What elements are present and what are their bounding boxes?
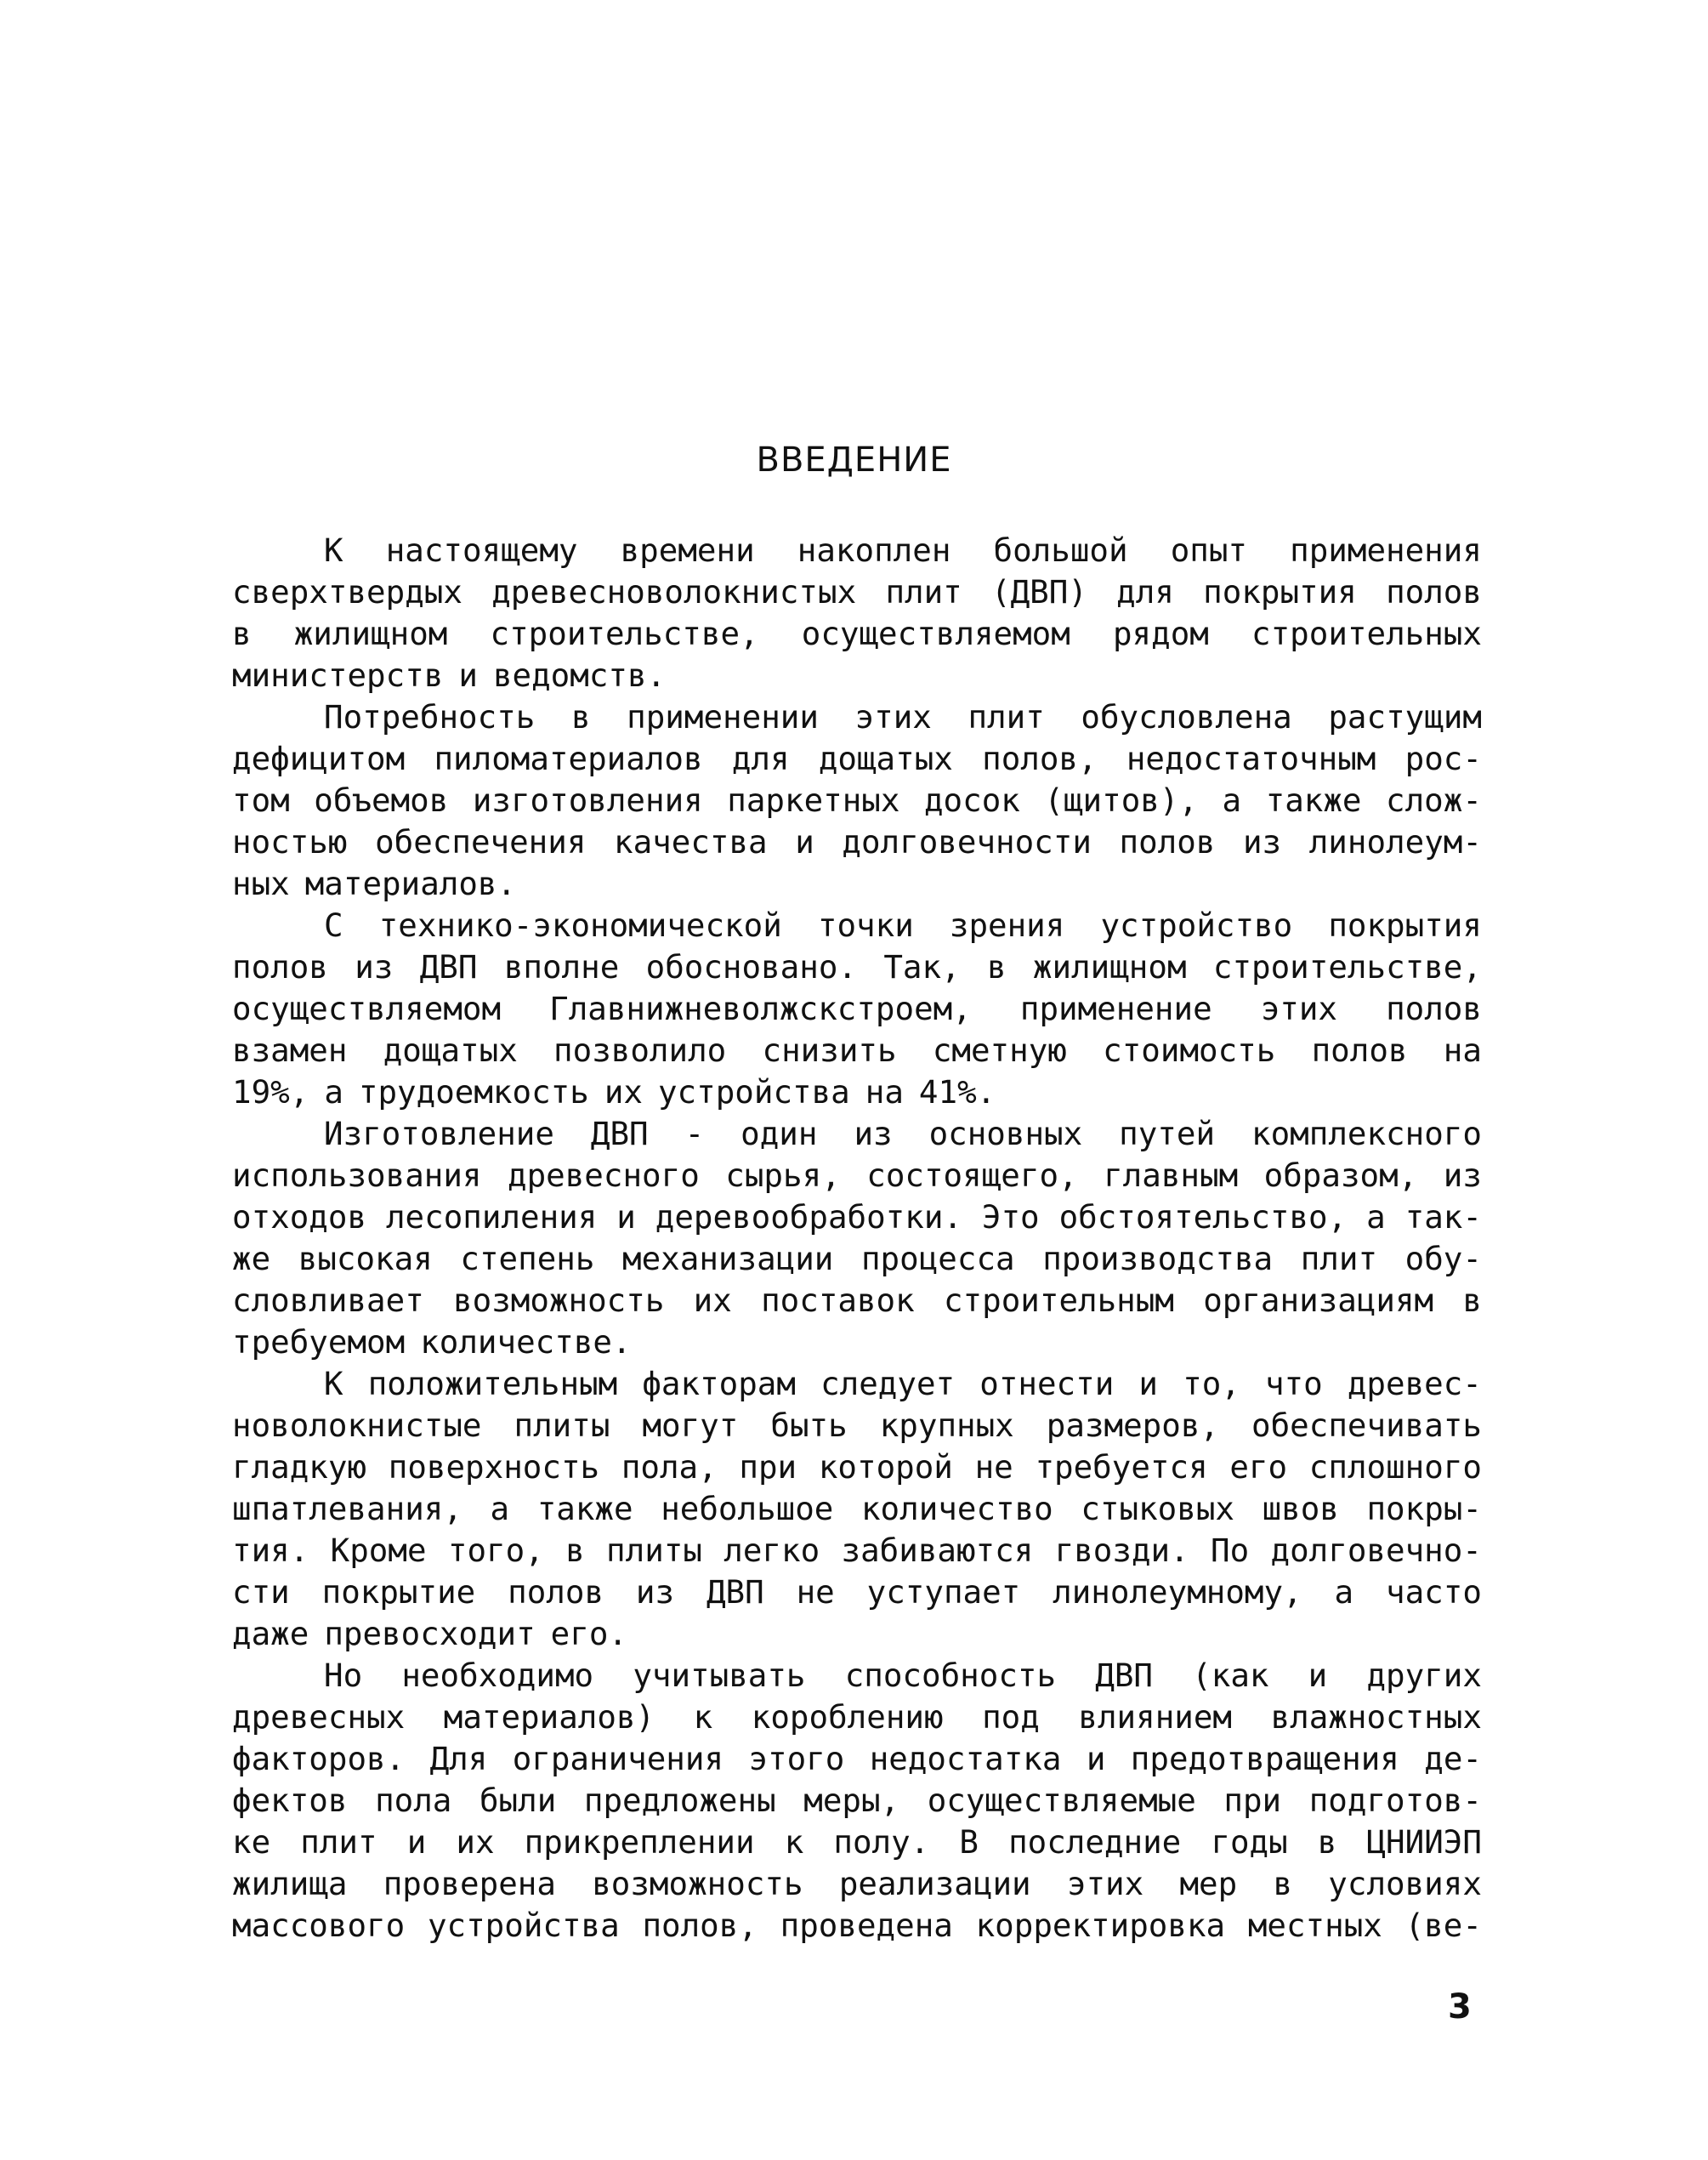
word: жилищном	[1032, 948, 1187, 986]
word: сплошного	[1308, 1448, 1482, 1486]
word: полов,	[982, 740, 1098, 777]
word: положительным	[367, 1365, 618, 1402]
text-line	[232, 1738, 1482, 1780]
word: древес-	[1347, 1365, 1482, 1402]
word: сырья,	[725, 1157, 841, 1194]
word: Так,	[883, 948, 961, 986]
word: отходов	[232, 1198, 367, 1236]
text-line	[232, 780, 1482, 821]
word: снизить	[762, 1032, 897, 1069]
word: паркетных	[727, 782, 900, 819]
word: производства	[1042, 1240, 1274, 1277]
text-line	[232, 1197, 1482, 1238]
word: плит	[885, 573, 962, 611]
word: С	[324, 907, 343, 944]
word: взамен	[232, 1032, 348, 1069]
word: Для	[429, 1740, 488, 1777]
word: ностью	[232, 823, 348, 861]
text-line	[232, 1488, 1482, 1530]
text-line	[232, 1363, 1482, 1405]
word: (как	[1192, 1657, 1269, 1694]
word: путей	[1119, 1115, 1216, 1152]
word: не	[974, 1448, 1013, 1486]
word: обеспечения	[375, 823, 587, 861]
word: использования	[232, 1157, 482, 1194]
word: а	[1222, 782, 1242, 819]
word: осуществляемые	[927, 1782, 1196, 1819]
word: а	[490, 1490, 510, 1527]
text-line	[232, 946, 1482, 988]
word: гвозди.	[1054, 1532, 1189, 1569]
word: при	[1223, 1782, 1282, 1819]
word: также	[536, 1490, 633, 1527]
word: его	[1229, 1448, 1288, 1486]
word: этих	[1260, 990, 1338, 1027]
word: полу.	[833, 1823, 930, 1861]
word: не	[796, 1573, 835, 1611]
word: этого	[748, 1740, 845, 1777]
body-text	[232, 530, 1482, 1947]
word: массового	[232, 1907, 406, 1944]
word: в	[232, 615, 252, 652]
word: долговечно-	[1270, 1532, 1482, 1569]
word: изготовления	[472, 782, 703, 819]
word: недостатка	[869, 1740, 1062, 1777]
word: линолеум-	[1308, 823, 1482, 861]
word: и	[458, 657, 478, 694]
word: предложены	[583, 1782, 776, 1819]
word: применения	[1290, 531, 1482, 569]
word: (ДВП)	[991, 573, 1087, 611]
word: накоплен	[797, 531, 951, 569]
word: времени	[620, 531, 755, 569]
word: древесных	[232, 1698, 406, 1736]
word: покры-	[1366, 1490, 1482, 1527]
word: и	[795, 823, 814, 861]
word: ведомств.	[492, 657, 667, 694]
text-line	[232, 863, 1482, 905]
word: плит	[967, 698, 1045, 736]
word: материалов)	[443, 1698, 655, 1736]
word: Изготовление	[324, 1115, 554, 1152]
word: их	[456, 1823, 495, 1861]
word: к	[693, 1698, 713, 1736]
word: обусловлена	[1081, 698, 1292, 736]
word: сметную	[932, 1032, 1067, 1069]
word: этих	[854, 698, 932, 736]
word: большой	[993, 531, 1128, 569]
word: учитывать	[633, 1657, 806, 1694]
word: и	[1308, 1657, 1328, 1694]
text-line	[232, 1280, 1482, 1322]
word: требуемом	[232, 1323, 406, 1361]
word: пиломатериалов	[434, 740, 703, 777]
word: линолеумному,	[1053, 1573, 1302, 1611]
text-line	[232, 1780, 1482, 1822]
word: устройство	[1100, 907, 1293, 944]
word: отнести	[979, 1365, 1115, 1402]
word: (ве-	[1404, 1907, 1482, 1944]
word: степень	[460, 1240, 595, 1277]
word: размеров,	[1046, 1407, 1219, 1444]
word: поставок	[761, 1282, 915, 1319]
word: министерств	[232, 657, 444, 694]
text-line	[232, 1655, 1482, 1697]
word: влиянием	[1078, 1698, 1233, 1736]
word: обстоятельство,	[1058, 1198, 1348, 1236]
word: состоящего,	[866, 1157, 1078, 1194]
word: пола	[375, 1782, 452, 1819]
word: высокая	[298, 1240, 433, 1277]
word: ДВП	[1095, 1657, 1153, 1694]
word: реализации	[838, 1865, 1031, 1902]
word: сверхтвердых	[232, 573, 462, 611]
text-line	[232, 1113, 1482, 1155]
word: и	[616, 1198, 636, 1236]
word: полов	[1119, 823, 1216, 861]
word: недостаточным	[1126, 740, 1376, 777]
word: К	[324, 1365, 343, 1402]
word: способность	[844, 1657, 1057, 1694]
word: ограничения	[512, 1740, 724, 1777]
word: обу-	[1404, 1240, 1482, 1277]
word: что	[1264, 1365, 1323, 1402]
word: ДВП	[419, 948, 478, 986]
word: ке	[232, 1823, 271, 1861]
word: слож-	[1386, 782, 1482, 819]
word: возможность	[592, 1865, 803, 1902]
word: для	[1116, 573, 1174, 611]
word: -	[684, 1115, 705, 1152]
word: качества	[614, 823, 768, 861]
word: технико-экономической	[378, 907, 782, 944]
word: швов	[1262, 1490, 1339, 1527]
word: Кроме	[330, 1532, 427, 1569]
word: жилища	[232, 1865, 348, 1902]
word: деревообработки.	[655, 1198, 962, 1236]
word: главным	[1104, 1157, 1239, 1194]
word: строительстве,	[1212, 948, 1482, 986]
word: к	[784, 1823, 804, 1861]
word: рядом	[1112, 615, 1209, 652]
word: зрения	[949, 907, 1065, 944]
word: небольшое	[661, 1490, 834, 1527]
word: годы	[1211, 1823, 1288, 1861]
text-line	[232, 1572, 1482, 1613]
word: для	[731, 740, 790, 777]
word: быть	[770, 1407, 848, 1444]
text-line	[232, 821, 1482, 863]
word: объемов	[314, 782, 449, 819]
word: механизации	[622, 1240, 834, 1277]
word: других	[1366, 1657, 1482, 1694]
word: короблению	[751, 1698, 944, 1736]
word: образом,	[1263, 1157, 1418, 1194]
word: строительным	[943, 1282, 1174, 1319]
text-line	[232, 1697, 1482, 1738]
word: комплексного	[1251, 1115, 1482, 1152]
word: Но	[324, 1657, 363, 1694]
word: факторов.	[232, 1740, 406, 1777]
word: при	[739, 1448, 797, 1486]
word: часто	[1386, 1573, 1482, 1611]
word: на	[865, 1073, 904, 1111]
word: пола,	[621, 1448, 718, 1486]
word: предотвращения	[1130, 1740, 1399, 1777]
word: сти	[232, 1573, 290, 1611]
word: применение	[1019, 990, 1212, 1027]
text-line	[232, 1071, 1482, 1113]
text-line	[232, 655, 1482, 696]
word: К	[324, 531, 343, 569]
word: применении	[627, 698, 819, 736]
word: настоящему	[385, 531, 578, 569]
word: покрытие	[321, 1573, 476, 1611]
word: древесного	[508, 1157, 700, 1194]
word: 41%.	[918, 1073, 996, 1111]
text-line	[232, 1322, 1482, 1363]
word: превосходит	[324, 1615, 536, 1652]
word: По	[1211, 1532, 1250, 1569]
word: меры,	[803, 1782, 900, 1819]
word: мер	[1179, 1865, 1238, 1902]
word: в	[570, 698, 591, 736]
word: процесса	[860, 1240, 1015, 1277]
word: долговечности	[842, 823, 1092, 861]
word: досок	[923, 782, 1020, 819]
word: и	[1086, 1740, 1106, 1777]
text-line	[232, 1405, 1482, 1447]
text-line	[232, 1155, 1482, 1197]
word: осуществляемом	[232, 990, 502, 1027]
word: из	[854, 1115, 893, 1152]
word: стоимость	[1103, 1032, 1276, 1069]
word: ных	[232, 865, 290, 902]
word: уступает	[866, 1573, 1021, 1611]
word: поверхность	[388, 1448, 600, 1486]
word: точки	[817, 907, 914, 944]
word: проверена	[383, 1865, 556, 1902]
word: растущим	[1328, 698, 1482, 736]
word: Это	[981, 1198, 1040, 1236]
word: следует	[820, 1365, 956, 1402]
word: количество	[860, 1490, 1053, 1527]
word: жилищном	[293, 615, 448, 652]
word: в	[1273, 1865, 1293, 1902]
text-line	[232, 1447, 1482, 1488]
word: и	[406, 1823, 427, 1861]
word: вполне	[503, 948, 620, 986]
word: гладкую	[232, 1448, 367, 1486]
word: организациям	[1203, 1282, 1434, 1319]
word: покрытия	[1328, 907, 1482, 944]
word: также	[1265, 782, 1362, 819]
word: корректировка	[975, 1907, 1226, 1944]
word: в	[1462, 1282, 1482, 1319]
word: дефицитом	[232, 740, 406, 777]
word: дощатых	[383, 1032, 518, 1069]
word: их	[604, 1073, 643, 1111]
word: трудоемкость	[358, 1073, 589, 1111]
word: строительных	[1251, 615, 1482, 652]
word: прикреплении	[524, 1823, 755, 1861]
word: под	[982, 1698, 1040, 1736]
word: на	[1443, 1032, 1482, 1069]
word: из	[355, 948, 394, 986]
word: (щитов),	[1044, 782, 1199, 819]
text-line	[232, 1238, 1482, 1280]
word: один	[741, 1115, 818, 1152]
word: в	[565, 1532, 585, 1569]
text-line	[232, 738, 1482, 780]
word: же	[232, 1240, 271, 1277]
word: в	[1317, 1823, 1337, 1861]
word: строительстве,	[490, 615, 759, 652]
word: ДВП	[590, 1115, 649, 1152]
word: и	[1138, 1365, 1158, 1402]
word: в	[986, 948, 1007, 986]
word: местных	[1247, 1907, 1382, 1944]
text-line	[232, 696, 1482, 738]
text-line	[232, 1863, 1482, 1905]
word: стыковых	[1081, 1490, 1234, 1527]
word: забиваются	[841, 1532, 1034, 1569]
word: ЦНИИЭП	[1366, 1823, 1482, 1861]
word: полов	[1386, 990, 1482, 1027]
word: обеспечивать	[1251, 1407, 1482, 1444]
word: том	[232, 782, 290, 819]
word: полов	[232, 948, 328, 986]
text-line	[232, 613, 1482, 655]
word: лесопиления	[385, 1198, 598, 1236]
word: словливает	[232, 1282, 424, 1319]
word: возможность	[453, 1282, 665, 1319]
word: были	[479, 1782, 557, 1819]
word: из	[1443, 1157, 1482, 1194]
word: шпатлевания,	[232, 1490, 462, 1527]
word: полов,	[642, 1907, 758, 1944]
text-line	[232, 530, 1482, 571]
word: полов	[508, 1573, 604, 1611]
word: факторам	[642, 1365, 796, 1402]
text-line	[232, 1530, 1482, 1572]
word: осуществляемом	[801, 615, 1070, 652]
word: плит	[300, 1823, 377, 1861]
word: требуется	[1035, 1448, 1208, 1486]
word: полов	[1386, 573, 1482, 611]
word: новолокнистые	[232, 1407, 482, 1444]
word: из	[635, 1573, 675, 1611]
word: тия.	[232, 1532, 309, 1569]
word: подготов-	[1308, 1782, 1482, 1819]
word: опыт	[1170, 531, 1248, 569]
word: количестве.	[420, 1323, 632, 1361]
word: этих	[1066, 1865, 1144, 1902]
word: то,	[1183, 1365, 1240, 1402]
word: необходимо	[401, 1657, 594, 1694]
text-line	[232, 1905, 1482, 1947]
word: легко	[723, 1532, 820, 1569]
page-title: ВВЕДЕНИЕ	[756, 441, 952, 480]
word: 19%,	[232, 1073, 309, 1111]
word: позволило	[553, 1032, 727, 1069]
text-line	[232, 571, 1482, 613]
word: последние	[1008, 1823, 1182, 1861]
word: плит	[1300, 1240, 1378, 1277]
word: устройства	[657, 1073, 850, 1111]
text-line	[232, 1613, 1482, 1655]
word: Главнижневолжскстроем,	[549, 990, 972, 1027]
word: рос-	[1404, 740, 1482, 777]
word: условиях	[1328, 1865, 1482, 1902]
word: влажностных	[1270, 1698, 1482, 1736]
word: Потребность	[324, 698, 536, 736]
word: могут	[642, 1407, 739, 1444]
word: устройства	[427, 1907, 620, 1944]
word: его.	[550, 1615, 627, 1652]
word: из	[1242, 823, 1282, 861]
word: плиты	[606, 1532, 702, 1569]
text-line	[232, 905, 1482, 946]
word: обосновано.	[645, 948, 857, 986]
word: древесноволокнистых	[491, 573, 857, 611]
word: которой	[818, 1448, 953, 1486]
word: полов	[1311, 1032, 1408, 1069]
word: фектов	[232, 1782, 348, 1819]
word: основных	[928, 1115, 1083, 1152]
word: крупных	[879, 1407, 1014, 1444]
word: того,	[447, 1532, 544, 1569]
text-line	[232, 988, 1482, 1030]
word: даже	[232, 1615, 309, 1652]
text-line	[232, 1030, 1482, 1071]
word: а	[1366, 1198, 1386, 1236]
word: материалов.	[304, 865, 517, 902]
word: плиты	[514, 1407, 610, 1444]
page-number: 3	[1448, 1987, 1472, 2026]
word: проведена	[780, 1907, 953, 1944]
word: В	[959, 1823, 979, 1861]
word: покрытия	[1203, 573, 1357, 611]
word: их	[693, 1282, 732, 1319]
word: а	[324, 1073, 343, 1111]
word: так-	[1404, 1198, 1482, 1236]
text-line	[232, 1822, 1482, 1863]
word: а	[1334, 1573, 1354, 1611]
word: де-	[1424, 1740, 1482, 1777]
word: дощатых	[818, 740, 953, 777]
word: ДВП	[706, 1573, 764, 1611]
